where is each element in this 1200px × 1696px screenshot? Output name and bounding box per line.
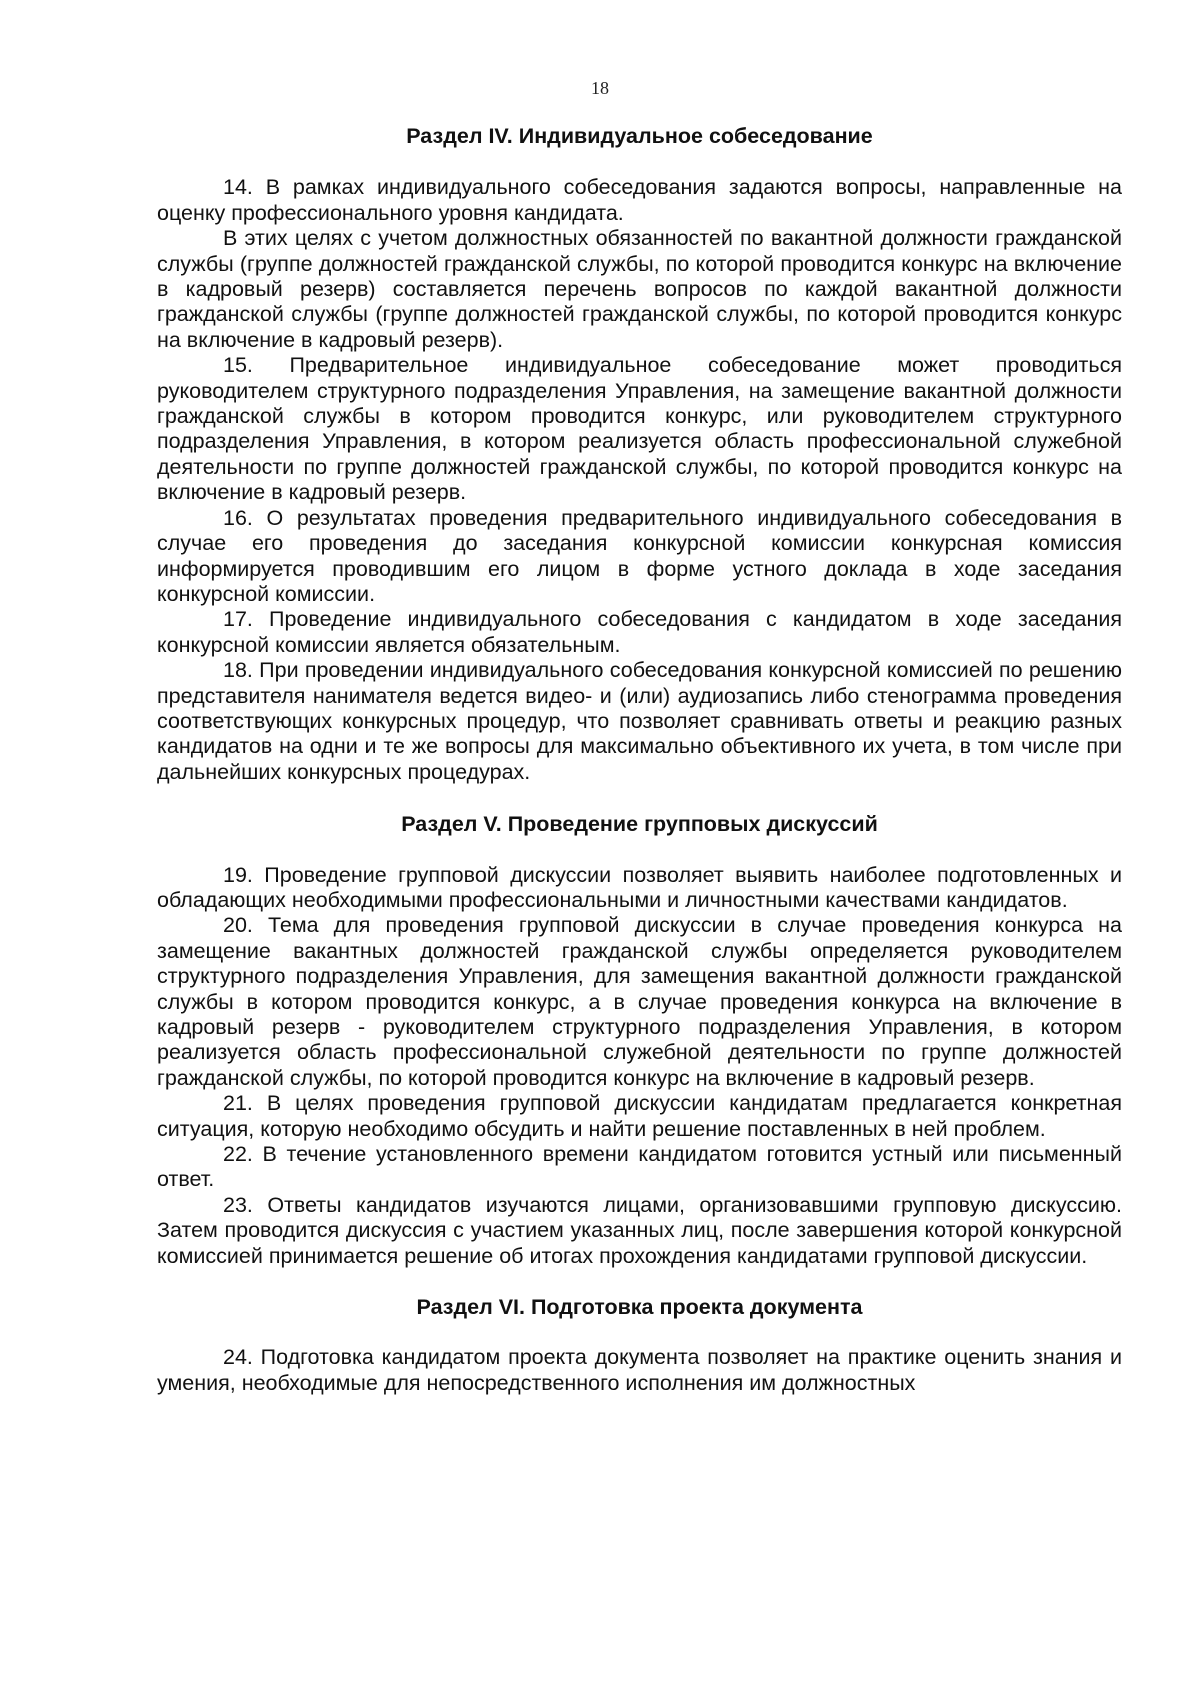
section-heading-5: Раздел V. Проведение групповых дискуссий bbox=[401, 812, 878, 837]
paragraph-19: 19. Проведение групповой дискуссии позволяет выявить наиболее подготовленных и обладающих необходимыми профессиональными и личностными качествами кандидатов. bbox=[157, 862, 1122, 912]
section-heading-6: Раздел VI. Подготовка проекта документа bbox=[416, 1295, 863, 1320]
paragraph-16: 16. О результатах проведения предварительного индивидуального собеседования в случае его проведения до заседания конкурсной комиссии конкурсная комиссия информируется проводившим его лицом в форме устного доклада в ходе заседания конкурсной комиссии. bbox=[157, 505, 1122, 606]
paragraph-14: 14. В рамках индивидуального собеседования задаются вопросы, направленные на оценку профессионального уровня кандидата. bbox=[157, 175, 1122, 225]
paragraph-24: 24. Подготовка кандидатом проекта документа позволяет на практике оценить знания и умения, необходимые для непосредственного исполнения им должностных bbox=[157, 1345, 1122, 1395]
section-heading-4: Раздел IV. Индивидуальное собеседование bbox=[406, 124, 873, 148]
paragraph-20: 20. Тема для проведения групповой дискуссии в случае проведения конкурса на замещение вакантных должностей гражданской службы определяется руководителем структурного подразделения Управления, для замещения вакантной должности гражданской службы в котором проводится конкурс, а в случае проведения конкурса на включение в кадровый резерв - руководителем структурного подразделения Управления, в котором реализуется область профессиональной служебной деятельности по группе должностей гражданской службы, по которой проводится конкурс на включение в кадровый резерв. bbox=[157, 913, 1122, 1090]
paragraph-15: 15. Предварительное индивидуальное собеседование может проводиться руководителем структурного подразделения Управления, на замещение вакантной должности гражданской службы в котором проводится конкурс, или руководителем структурного подразделения Управления, в котором реализуется область профессиональной служебной деятельности по группе должностей гражданской службы, по которой проводится конкурс на включение в кадровый резерв. bbox=[157, 353, 1122, 505]
paragraph-18: 18. При проведении индивидуального собеседования конкурсной комиссией по решению представителя нанимателя ведется видео- и (или) аудиозапись либо стенограмма проведения соответствующих конкурсных процедур, что позволяет сравнивать ответы и реакцию разных кандидатов на одни и те же вопросы для максимально объективного их учета, в том числе при дальнейших конкурсных процедурах. bbox=[157, 658, 1122, 784]
page-number: 18 bbox=[591, 78, 609, 98]
paragraph-22: 22. В течение установленного времени кандидатом готовится устный или письменный ответ. bbox=[157, 1142, 1122, 1192]
paragraph-21: 21. В целях проведения групповой дискуссии кандидатам предлагается конкретная ситуация, которую необходимо обсудить и найти решение поставленных в ней проблем. bbox=[157, 1091, 1122, 1141]
document-body bbox=[157, 124, 1122, 1396]
paragraph-17: 17. Проведение индивидуального собеседования с кандидатом в ходе заседания конкурсной комиссии является обязательным. bbox=[157, 607, 1122, 657]
paragraph-14-cont: В этих целях с учетом должностных обязанностей по вакантной должности гражданской службы (группе должностей гражданской службы, по которой проводится конкурс на включение в кадровый резерв) составляется перечень вопросов по каждой вакантной должности гражданской службы (группе должностей гражданской службы, по которой проводится конкурс на включение в кадровый резерв). bbox=[157, 226, 1122, 352]
paragraph-23: 23. Ответы кандидатов изучаются лицами, организовавшими групповую дискуссию. Затем проводится дискуссия с участием указанных лиц, после завершения которой конкурсной комиссией принимается решение об итогах прохождения кандидатами групповой дискуссии. bbox=[157, 1192, 1122, 1268]
